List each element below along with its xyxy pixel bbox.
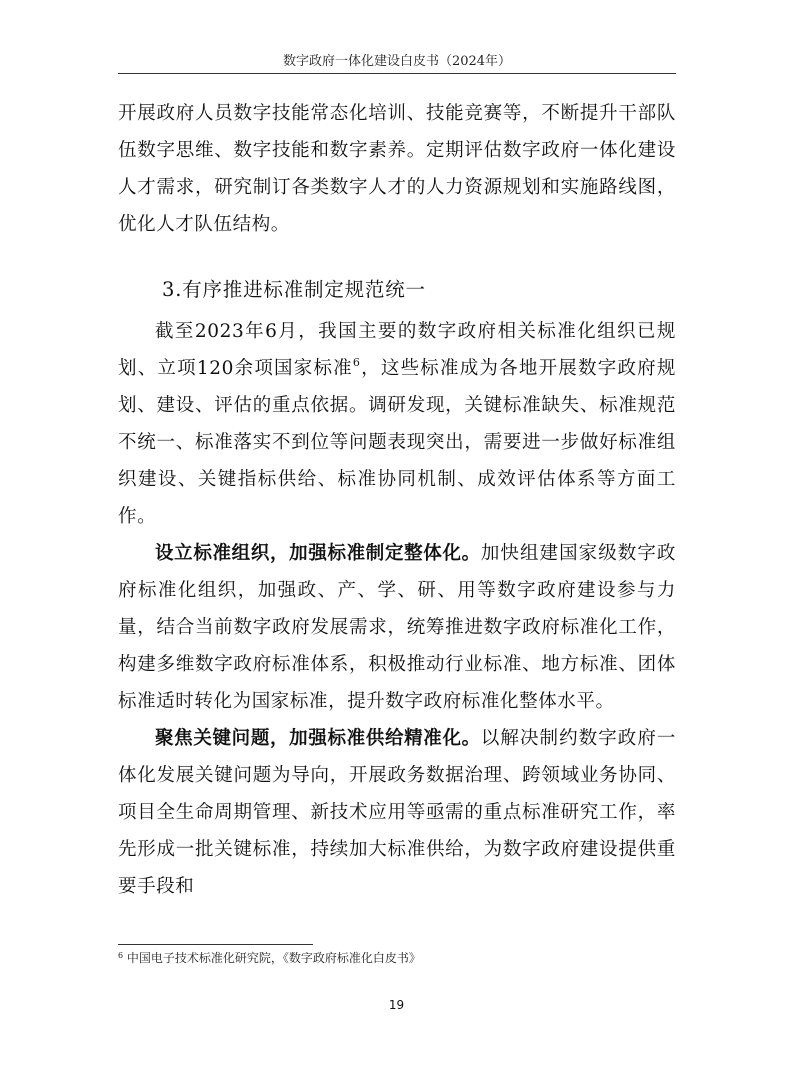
paragraph-2 bbox=[118, 313, 676, 535]
paragraph-4-body: 以解决制约数字政府一体化发展关键问题为导向，开展政务数据治理、跨领域业务协同、项目全生命周期管理、新技术应用等亟需的重点标准研究工作，率先形成一批关键标准，持续加大标准供给，为数字政府建设提供重要手段和 bbox=[118, 728, 676, 897]
footnote bbox=[118, 950, 421, 966]
paragraph-2-text-b: ，这些标准成为各地开展数字政府规划、建设、评估的重点依据。调研发现，关键标准缺失、标准规范不统一、标准落实不到位等问题表现突出，需要进一步做好标准组织建设、关键指标供给、标准协同机制、成效评估体系等方面工作。 bbox=[118, 358, 676, 527]
footnote-number: 6 bbox=[118, 951, 124, 960]
running-header: 数字政府一体化建设白皮书（2024年） bbox=[282, 54, 512, 69]
footnote-text: 中国电子技术标准化研究院，《数字政府标准化白皮书》 bbox=[126, 951, 421, 965]
footnote-divider bbox=[118, 944, 313, 945]
page-number: 19 bbox=[388, 998, 405, 1012]
paragraph-1: 开展政府人员数字技能常态化培训、技能竞赛等，不断提升干部队伍数字思维、数字技能和数字素养。定期评估数字政府一体化建设人才需求，研究制订各类数字人才的人力资源规划和实施路线图，优化人才队伍结构。 bbox=[118, 103, 676, 235]
paragraph-4-lead: 聚焦关键问题，加强标准供给精准化。 bbox=[155, 728, 481, 749]
paragraph-4 bbox=[118, 720, 676, 905]
header-divider bbox=[118, 73, 676, 74]
paragraph-group bbox=[118, 313, 676, 905]
section-heading: 3.有序推进标准制定规范统一 bbox=[162, 278, 426, 301]
footnote-reference: 6 bbox=[352, 356, 361, 369]
paragraph-3-body: 加快组建国家级数字政府标准化组织，加强政、产、学、研、用等数字政府建设参与力量，结合当前数字政府发展需求，统筹推进数字政府标准化工作，构建多维数字政府标准体系，积极推动行业标准、地方标准、团体标准适时转化为国家标准，提升数字政府标准化整体水平。 bbox=[118, 543, 676, 712]
paragraph-2-text-a: 截至2023年6月，我国主要的数字政府相关标准化组织已规划、立项120余项国家标准 bbox=[118, 321, 676, 379]
paragraph-continuation bbox=[118, 95, 676, 243]
paragraph-3-lead: 设立标准组织，加强标准制定整体化。 bbox=[155, 543, 481, 564]
paragraph-3 bbox=[118, 535, 676, 720]
